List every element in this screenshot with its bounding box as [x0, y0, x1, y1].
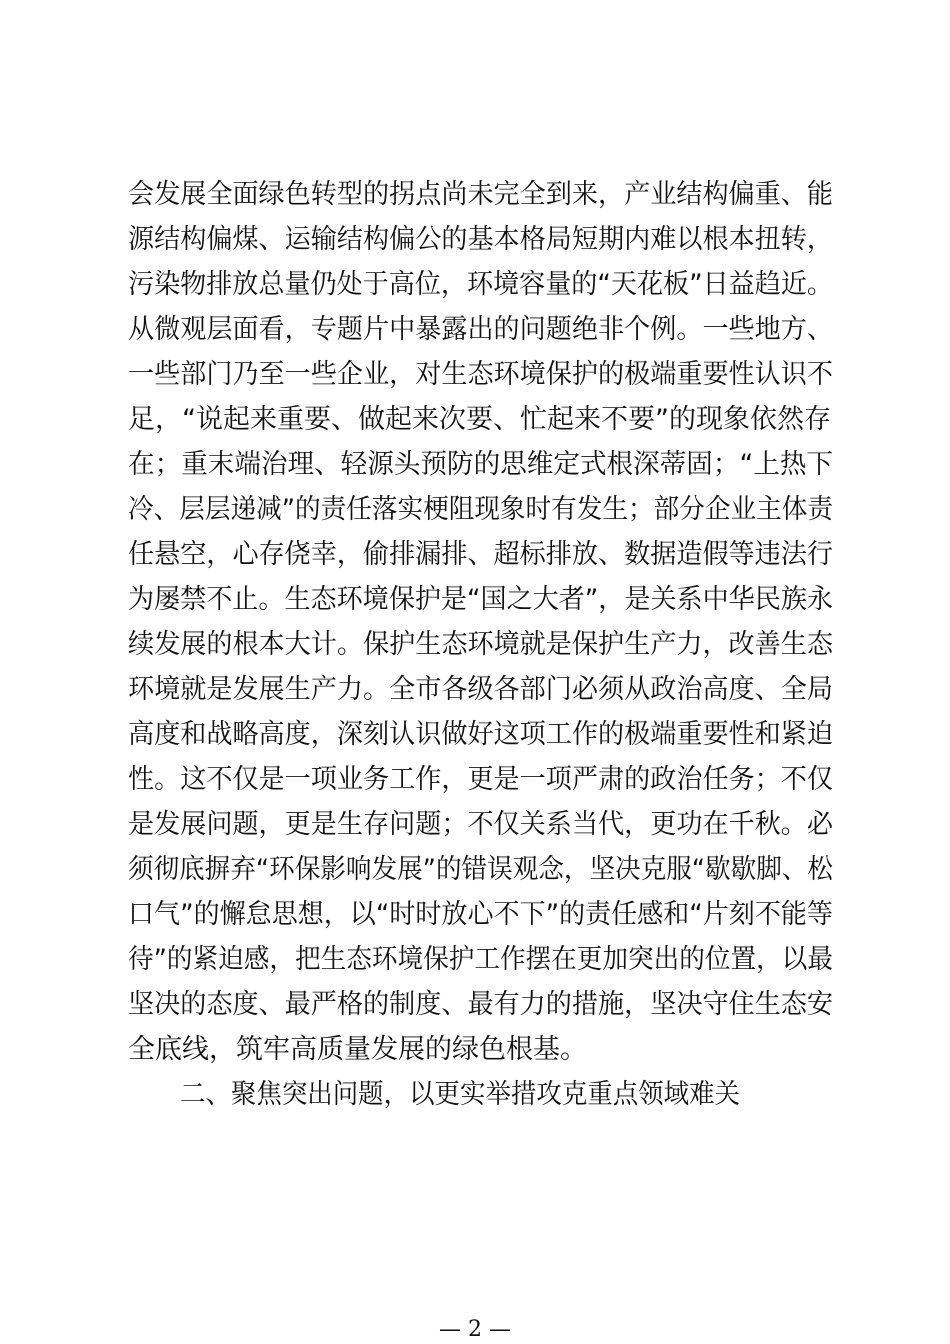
body-text-line: 在；重末端治理、轻源头预防的思维定式根深蒂固；“上热下 — [128, 449, 833, 480]
body-text-line: 污染物排放总量仍处于高位，环境容量的“天花板”日益趋近。 — [128, 269, 833, 300]
body-text-line: 须彻底摒弃“环保影响发展”的错误观念，坚决克服“歇歇脚、松 — [128, 854, 833, 885]
body-text-line: 待”的紧迫感，把生态环境保护工作摆在更加突出的位置，以最 — [128, 944, 833, 975]
body-text-line: 一些部门乃至一些企业，对生态环境保护的极端重要性认识不 — [128, 359, 833, 390]
body-text-line: 口气”的懈怠思想，以“时时放心不下”的责任感和“片刻不能等 — [128, 899, 833, 930]
body-text-line: 会发展全面绿色转型的拐点尚未完全到来，产业结构偏重、能 — [128, 179, 833, 210]
body-text-line: 高度和战略高度，深刻认识做好这项工作的极端重要性和紧迫 — [128, 719, 833, 750]
body-text-line: 任悬空，心存侥幸，偷排漏排、超标排放、数据造假等违法行 — [128, 539, 833, 570]
body-text-line: 从微观层面看，专题片中暴露出的问题绝非个例。一些地方、 — [128, 314, 833, 345]
body-text-line: 续发展的根本大计。保护生态环境就是保护生产力，改善生态 — [128, 629, 833, 660]
body-text-line: 足，“说起来重要、做起来次要、忙起来不要”的现象依然存 — [128, 404, 831, 435]
body-text-line: 全底线，筑牢高质量发展的绿色根基。 — [128, 1034, 587, 1065]
section-heading: 二、聚焦突出问题，以更实举措攻克重点领域难关 — [180, 1079, 740, 1110]
body-text-line: 冷、层层递减”的责任落实梗阻现象时有发生；部分企业主体责 — [128, 494, 833, 525]
page-number: — 2 — — [439, 1317, 511, 1342]
body-text-line: 环境就是发展生产力。全市各级各部门必须从政治高度、全局 — [128, 674, 833, 705]
body-text-line: 坚决的态度、最严格的制度、最有力的措施，坚决守住生态安 — [128, 989, 833, 1020]
body-text-line: 源结构偏煤、运输结构偏公的基本格局短期内难以根本扭转， — [128, 224, 833, 255]
body-text-line: 为屡禁不止。生态环境保护是“国之大者”，是关系中华民族永 — [128, 584, 833, 615]
body-text-line: 是发展问题，更是生存问题；不仅关系当代，更功在千秋。必 — [128, 809, 833, 840]
body-text-line: 性。这不仅是一项业务工作，更是一项严肃的政治任务；不仅 — [128, 764, 833, 795]
